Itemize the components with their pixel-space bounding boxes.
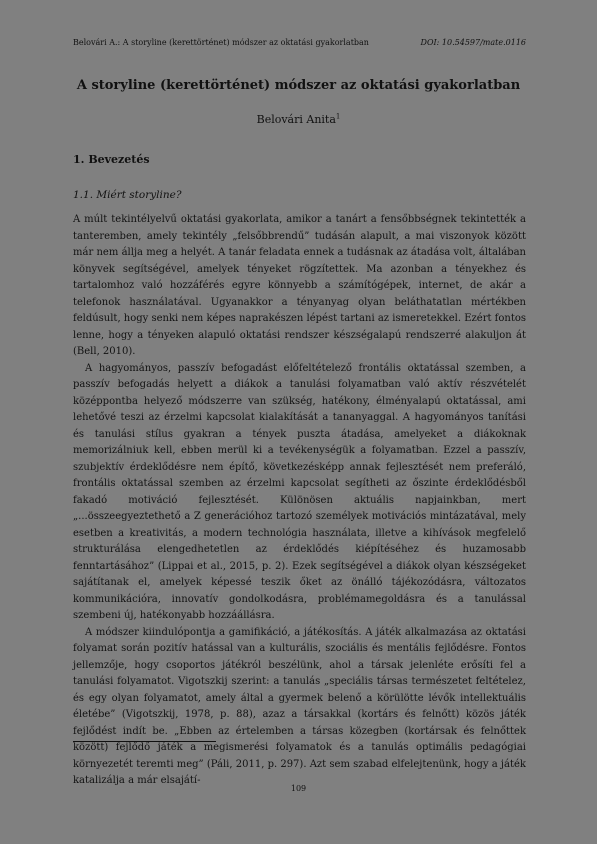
paragraph-1: A múlt tekintélyelvű oktatási gyakorlata, amikor a tanárt a fensőbbségnek tekintették a tanteremben, amely tekintély „felsőbbrendű” tudásán alapult, a mai viszonyok között már nem állja meg a helyét. A tanár feladata ennek a tudásnak az átadása volt, általában könyvek segítségével, amelyek tényeket rögzítettek. Ma azonban a tényekhez és tartalomhoz való hozzáférés egyre könnyebb a számítógépek, internet, de akár a telefonok használatával. Ugyanakkor a tényanyag olyan beláthatatlan mértékben feldúsult, hogy senki nem képes naprakészen lépést tartani az ismeretekkel. Ezért fontos lenne, hogy a tényeken alapuló oktatási rendszer készségalapú rendszerré alakuljon át (Bell, 2010).: [73, 214, 526, 357]
running-header: [73, 38, 526, 48]
doi-label: DOI: 10.54597/mate.0116: [420, 38, 526, 47]
footnote-mark: 1: [335, 112, 341, 121]
footnote-separator: [73, 741, 216, 742]
article-title: A storyline (kerettörténet) módszer az oktatási gyakorlatban: [76, 78, 521, 93]
paragraph-3: A módszer kiindulópontja a gamifikáció, a játékosítás. A játék alkalmazása az oktatási folyamat során pozitív hatással van a kulturális, szociális és mentális fejlődésre. Fontos jellemzője, hogy csoportos játékról beszélünk, ahol a társak jelenléte erősíti fel a tanulási folyamatot. Vigotszkij szerint: a tanulás „speciális társas természetet feltételez, és egy olyan folyamatot, amely által a gyermek belenő a körülötte lévők intellektuális életébe” (Vigotszkij, 1978, p. 88), azaz a társakkal (kortárs és felnőtt) közös játék fejlődést indít be. „Ebben az értelemben a társas közegben (kortársak és felnőttek között) fejlődő játék a megismerési folyamatok és a tanulás optimális pedagógiai környezetét teremti meg” (Páli, 2011, p. 297). Azt sem szabad elfelejtenünk, hogy a játék katalizálja a már elsajátí-: [73, 626, 526, 786]
running-title: Belovári A.: A storyline (kerettörténet) módszer az oktatási gyakorlatban: [73, 38, 369, 47]
body-text: [73, 212, 526, 790]
subsection-heading: 1.1. Miért storyline?: [73, 189, 182, 201]
page-number: 109: [290, 784, 307, 793]
author-line: [60, 113, 537, 127]
author-name: Belovári Anita: [256, 113, 336, 126]
section-heading: 1. Bevezetés: [73, 153, 150, 166]
paragraph-2: A hagyományos, passzív befogadást előfeltételező frontális oktatással szemben, a passzív befogadás helyett a diákok a tanulási folyamatban való aktív részvételét középpontba helyező módszerre van szükség, hatékony, élményalapú oktatással, ami lehetővé teszi az érzelmi kapcsolat kialakítását a tananyaggal. A hagyományos tanítási és tanulási stílus gyakran a tények puszta átadása, amelyeket a diákoknak memorizálniuk kell, ebben merül ki a tevékenységük a folyamatban. Ezzel a passzív, szubjektív érdeklődésre nem építő, következésképp annak fejlesztését nem preferáló, frontális oktatással szemben az érzelmi kapcsolat segítheti az őszinte érdeklődésből fakadó motiváció fejlesztését. Különösen aktuális napjainkban, mert „...összeegyeztethető a Z generációhoz tartozó személyek motivációs mintázatával, mely esetben a kreativitás, a modern technológia használata, illetve a kihívások megfelelő strukturálása elengedhetetlen az érdeklődés kiépítéséhez és huzamosabb fenntartásához” (Lippai et al., 2015, p. 2). Ezek segítségével a diákok olyan készségeket sajátítanak el, amelyek képessé teszik őket az önálló tájékozódásra, változatos kommunikációra, innovatív gondolkodásra, problémamegoldásra és a tanulással szembeni új, hatékonyabb hozzáállásra.: [73, 362, 526, 621]
